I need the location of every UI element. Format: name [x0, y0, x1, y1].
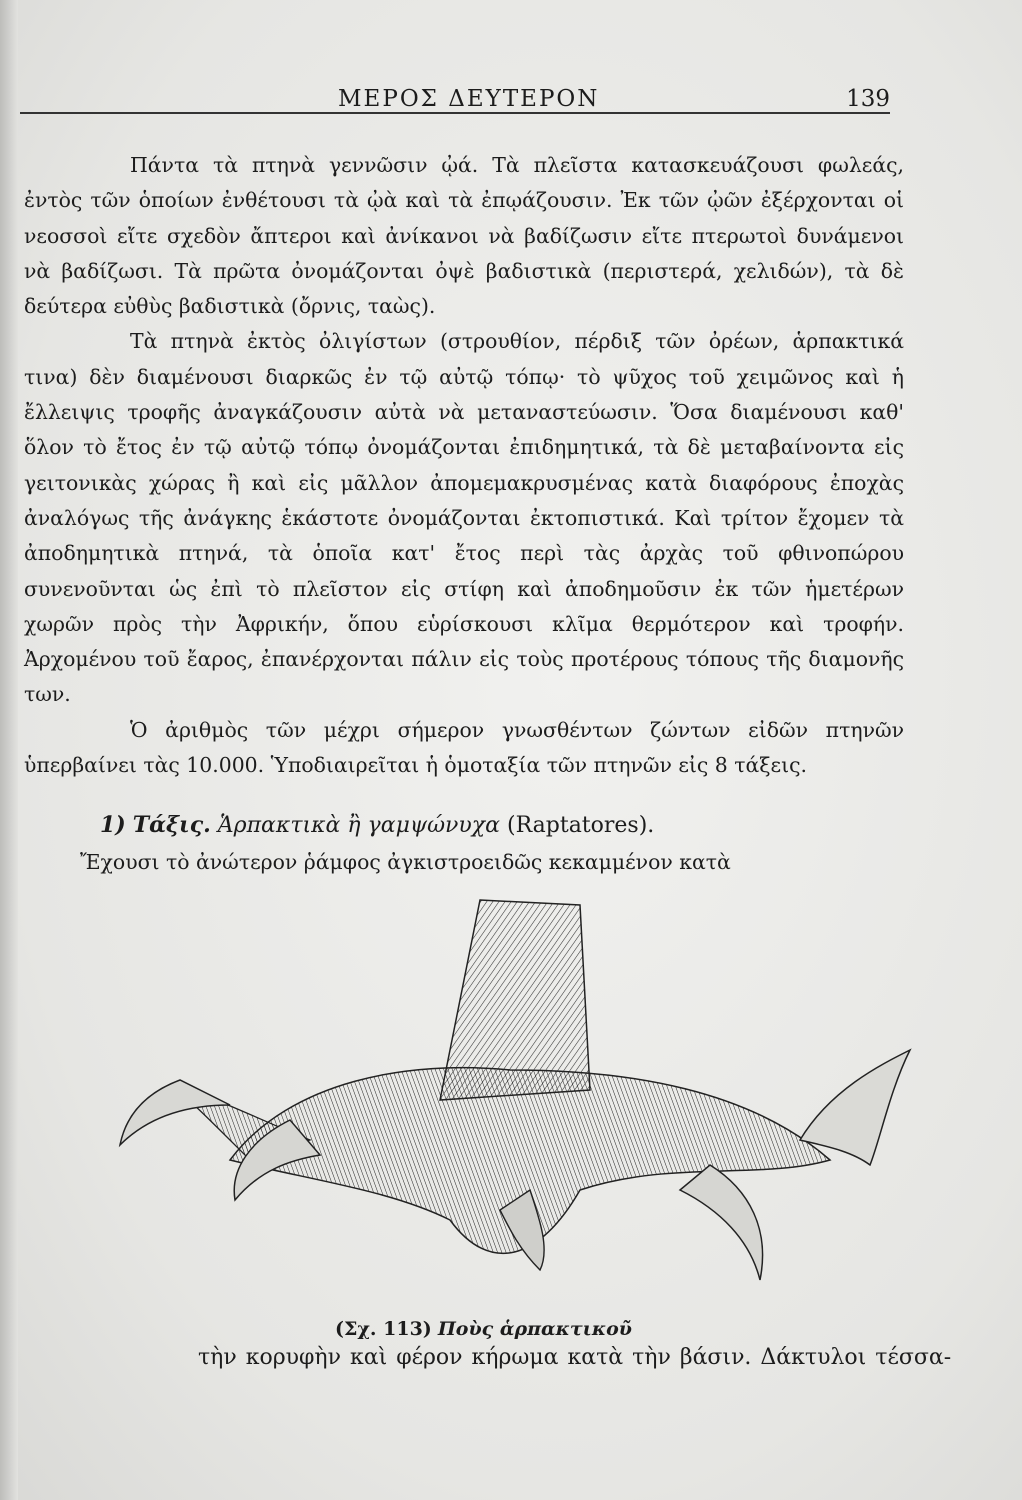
figure-title: Ποὺς ἁρπακτικοῦ [437, 1318, 632, 1340]
section-heading [100, 812, 900, 838]
back-talon [680, 1165, 763, 1280]
page-number: 139 [846, 86, 890, 112]
right-talon [800, 1050, 910, 1165]
running-title: ΜΕΡΟΣ ΔΕΥΤΕΡΟΝ [338, 86, 600, 112]
figure-label: (Σχ. 113) [335, 1318, 432, 1340]
header-rule [20, 112, 890, 114]
paragraph-2: Τὰ πτηνὰ ἐκτὸς ὀλιγίστων (στρουθίον, πέρδιξ τῶν ὀρέων, ἁρπακτικά τινα) δὲν διαμένουσι διαρκῶς ἐν τῷ αὐτῷ τόπῳ· τὸ ψῦχος τοῦ χειμῶνος καὶ ἡ ἔλλειψις τροφῆς ἀναγκάζουσιν αὐτὰ νὰ μεταναστεύωσιν. Ὅσα διαμένουσι καθ' ὅλον τὸ ἔτος ἐν τῷ αὐτῷ τόπῳ ὀνομάζονται ἐπιδημητικά, τὰ δὲ μεταβαίνοντα εἰς γειτονικὰς χώρας ἢ καὶ εἰς μᾶλλον ἀπομεμακρυσμένας κατὰ διαφόρους ἐποχὰς ἀναλόγως τῆς ἀνάγκης ἑκάστοτε ὀνομάζονται ἐκτοπιστικά. Καὶ τρίτον ἔχομεν τὰ ἀποδημητικὰ πτηνά, τὰ ὁποῖα κατ' ἔτος περὶ τὰς ἀρχὰς τοῦ φθινοπώρου συνενοῦνται ὡς ἐπὶ τὸ πλεῖστον εἰς στίφη καὶ ἀποδημοῦσιν ἐκ τῶν ἡμετέρων χωρῶν πρὸς τὴν Ἀφρικήν, ὅπου εὑρίσκουσι κλῖμα θερμότερον καὶ τροφήν. Ἀρχομένου τοῦ ἔαρος, ἐπανέρχονται πάλιν εἰς τοὺς προτέρους τόπους τῆς διαμονῆς των. [24, 329, 904, 707]
page-gutter-shadow [0, 0, 18, 1500]
continuation-line: τὴν κορυφὴν καὶ φέρον κήρωμα κατὰ τὴν βάσιν. Δάκτυλοι τέσσα- [198, 1345, 952, 1370]
section-latin-name: (Raptatores). [507, 813, 655, 838]
paragraph-3: Ὁ ἀριθμὸς τῶν μέχρι σήμερον γνωσθέντων ζώντων εἰδῶν πτηνῶν ὑπερβαίνει τὰς 10.000. Ὑποδιαιρεῖται ἡ ὁμοταξία τῶν πτηνῶν εἰς 8 τάξεις. [24, 717, 904, 778]
paragraph-4: Ἔχουσι τὸ ἀνώτερον ῥάμφος ἀγκιστροειδῶς κεκαμμένον κατὰ [80, 850, 731, 874]
figure-caption [335, 1318, 632, 1340]
section-label: Τάξις. [132, 812, 211, 838]
section-title: Ἁρπακτικὰ ἢ γαμψώνυχα [217, 813, 500, 838]
body-text [24, 148, 904, 783]
raptor-foot-illustration [110, 890, 920, 1300]
page-header [150, 88, 890, 124]
paragraph-1: Πάντα τὰ πτηνὰ γεννῶσιν ᾠά. Τὰ πλεῖστα κατασκευάζουσι φωλεάς, ἐντὸς τῶν ὁποίων ἐνθέτουσι τὰ ᾠὰ καὶ τὰ ἐπῳάζουσιν. Ἐκ τῶν ᾠῶν ἐξέρχονται οἱ νεοσσοὶ εἴτε σχεδὸν ἄπτεροι καὶ ἀνίκανοι νὰ βαδίζωσιν εἴτε πτερωτοὶ δυνάμενοι νὰ βαδίζωσι. Τὰ πρῶτα ὀνομάζονται ὀψὲ βαδιστικὰ (περιστερά, χελιδών), τὰ δὲ δεύτερα εὐθὺς βαδιστικὰ (ὄρνις, ταὼς). [24, 153, 904, 319]
section-number: 1) [100, 812, 126, 838]
